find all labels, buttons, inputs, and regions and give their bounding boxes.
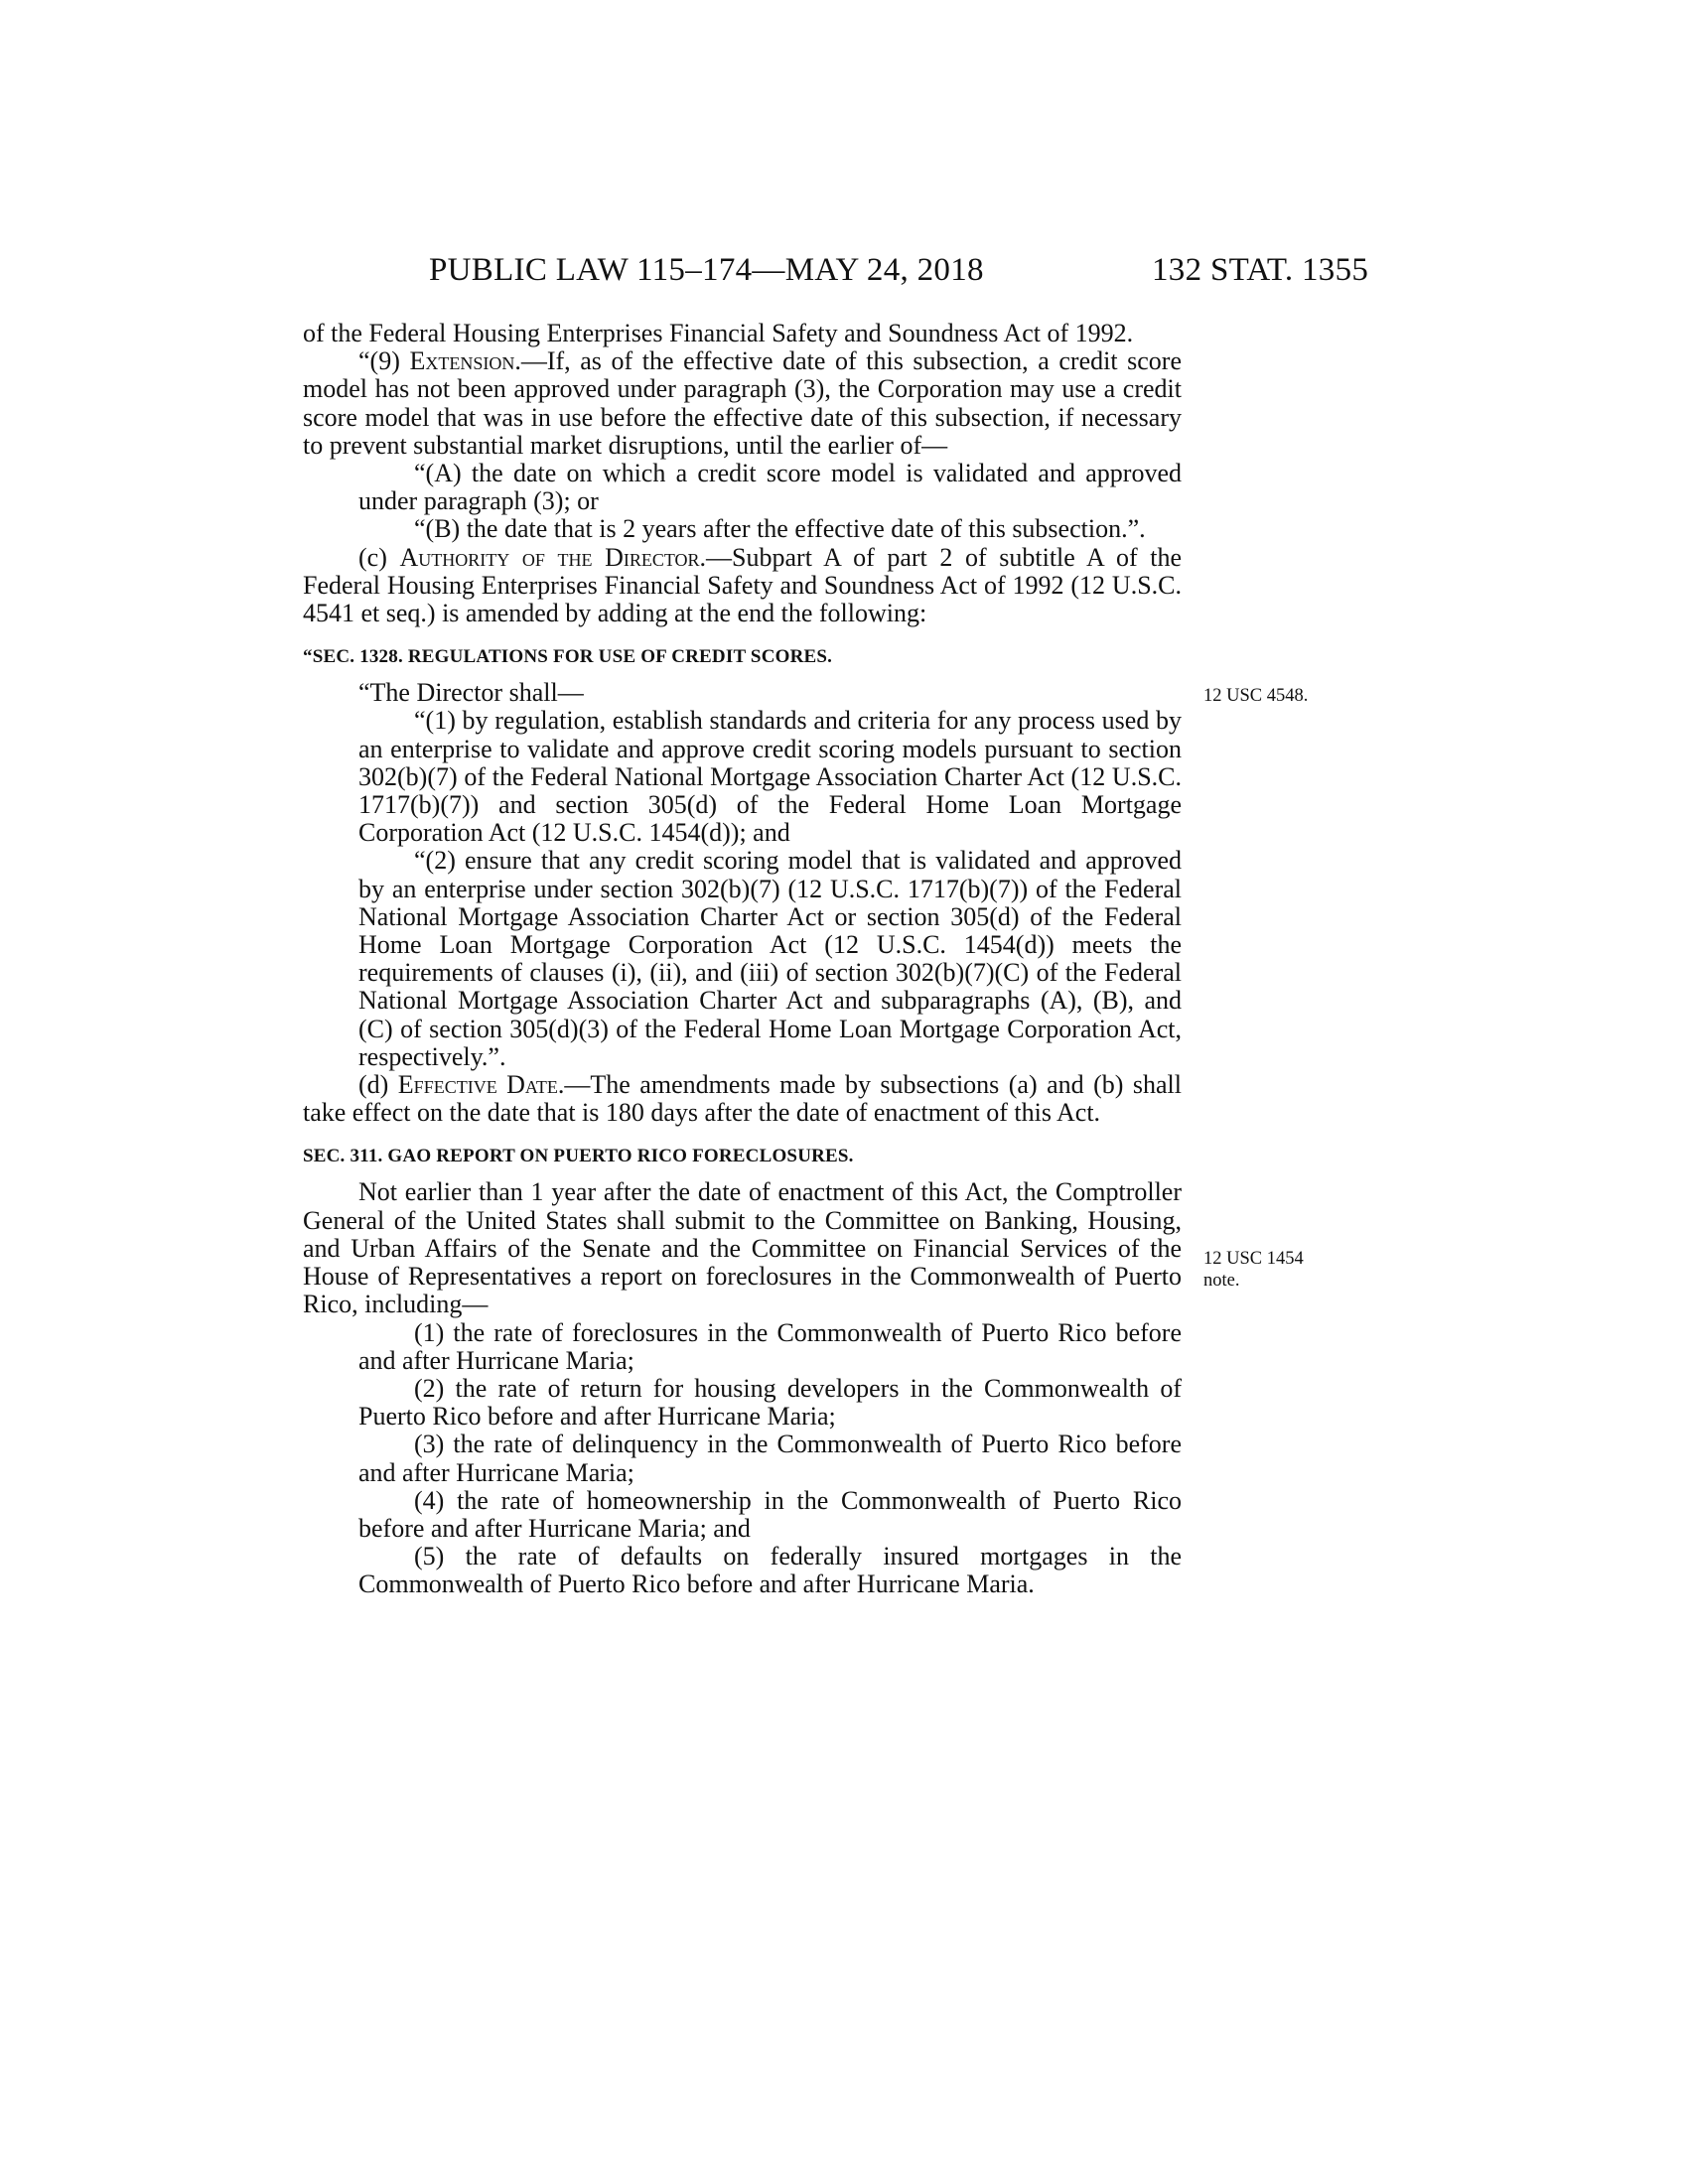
margin-note: 12 USC 4548. [1203, 686, 1309, 706]
subparagraph-a: “(A) the date on which a credit score model is validated and approved under paragraph (3); or [358, 459, 1182, 516]
paragraph-label: Extension [409, 346, 515, 376]
paragraph: “The Director shall— [358, 678, 584, 708]
paragraph-number: “(9) [358, 346, 410, 376]
subparagraph-b: “(B) the date that is 2 years after the effective date of this subsection.”. [414, 514, 1146, 544]
list-item: (4) the rate of homeownership in the Commonwealth of Puerto Rico before and after Hurricane Maria; and [358, 1485, 1182, 1543]
subsection-label: Authority of the Director [399, 542, 700, 572]
subsection-d [303, 1071, 1182, 1127]
running-header-title: PUBLIC LAW 115–174—MAY 24, 2018 [429, 252, 984, 288]
margin-note [1203, 1248, 1304, 1292]
margin-note-line: 12 USC 1454 [1203, 1249, 1304, 1269]
subsection-number: (c) [358, 542, 400, 572]
paragraph-extension [303, 347, 1182, 460]
subsection-text: .—The amendments made by subsections (a) and (b) shall take effect on the date that is 180 days after the date of enactment of this Act. [303, 1070, 1182, 1128]
margin-note-line: note. [1203, 1271, 1240, 1291]
list-item: (1) the rate of foreclosures in the Commonwealth of Puerto Rico before and after Hurricane Maria; [358, 1317, 1182, 1375]
section-heading-1328: “SEC. 1328. REGULATIONS FOR USE OF CREDIT SCORES. [303, 646, 833, 668]
section-heading-311: SEC. 311. GAO REPORT ON PUERTO RICO FORECLOSURES. [303, 1146, 854, 1167]
list-item: (2) the rate of return for housing developers in the Commonwealth of Puerto Rico before and after Hurricane Maria; [358, 1373, 1182, 1432]
subsection-c [303, 544, 1182, 628]
body-text [303, 320, 1182, 1599]
subsection-number: (d) [358, 1070, 398, 1100]
list-item: (3) the rate of delinquency in the Commonwealth of Puerto Rico before and after Hurricane Maria; [358, 1430, 1182, 1487]
subsection-label: Effective Date [397, 1070, 558, 1100]
subsection-text: .—Subpart A of part 2 of subtitle A of the Federal Housing Enterprises Financial Safety and Soundness Act of 1992 (12 U.S.C. 4541 et seq.) is amended by adding at the end the following: [303, 542, 1182, 628]
running-header-page-ref: 132 STAT. 1355 [1152, 252, 1369, 288]
clause-2: “(2) ensure that any credit scoring model that is validated and approved by an enterprise under section 302(b)(7) (12 U.S.C. 1717(b)(7)) of the Federal National Mortgage Association Charter Act or section 305(d) of the Federal Home Loan Mortgage Corporation Act (12 U.S.C. 1454(d)) meets the requirements of clauses (i), (ii), and (iii) of section 302(b)(7)(C) of the Federal National Mortgage Association Charter Act and subparagraphs (A), (B), and (C) of section 305(d)(3) of the Federal Home Loan Mortgage Corporation Act, respectively.”. [358, 846, 1182, 1071]
list-item: (5) the rate of defaults on federally insured mortgages in the Commonwealth of Puerto Rico before and after Hurricane Maria. [358, 1542, 1182, 1599]
paragraph-text: .—If, as of the effective date of this subsection, a credit score model has not been approved under paragraph (3), the Corporation may use a credit score model that was in use before the effective date of this subsection, if necessary to prevent substantial market disruptions, until the earlier of— [303, 346, 1182, 460]
clause-1: “(1) by regulation, establish standards and criteria for any process used by an enterprise to validate and approve credit scoring models pursuant to section 302(b)(7) of the Federal National Mortgage Association Charter Act (12 U.S.C. 1717(b)(7)) and section 305(d) of the Federal Home Loan Mortgage Corporation Act (12 U.S.C. 1454(d)); and [358, 706, 1182, 848]
paragraph: Not earlier than 1 year after the date of enactment of this Act, the Comptroller General of the United States shall submit to the Committee on Banking, Housing, and Urban Affairs of the Senate and the Committee on Financial Services of the House of Representatives a report on foreclosures in the Commonwealth of Puerto Rico, including— [303, 1177, 1182, 1319]
paragraph: of the Federal Housing Enterprises Financial Safety and Soundness Act of 1992. [303, 319, 1134, 347]
